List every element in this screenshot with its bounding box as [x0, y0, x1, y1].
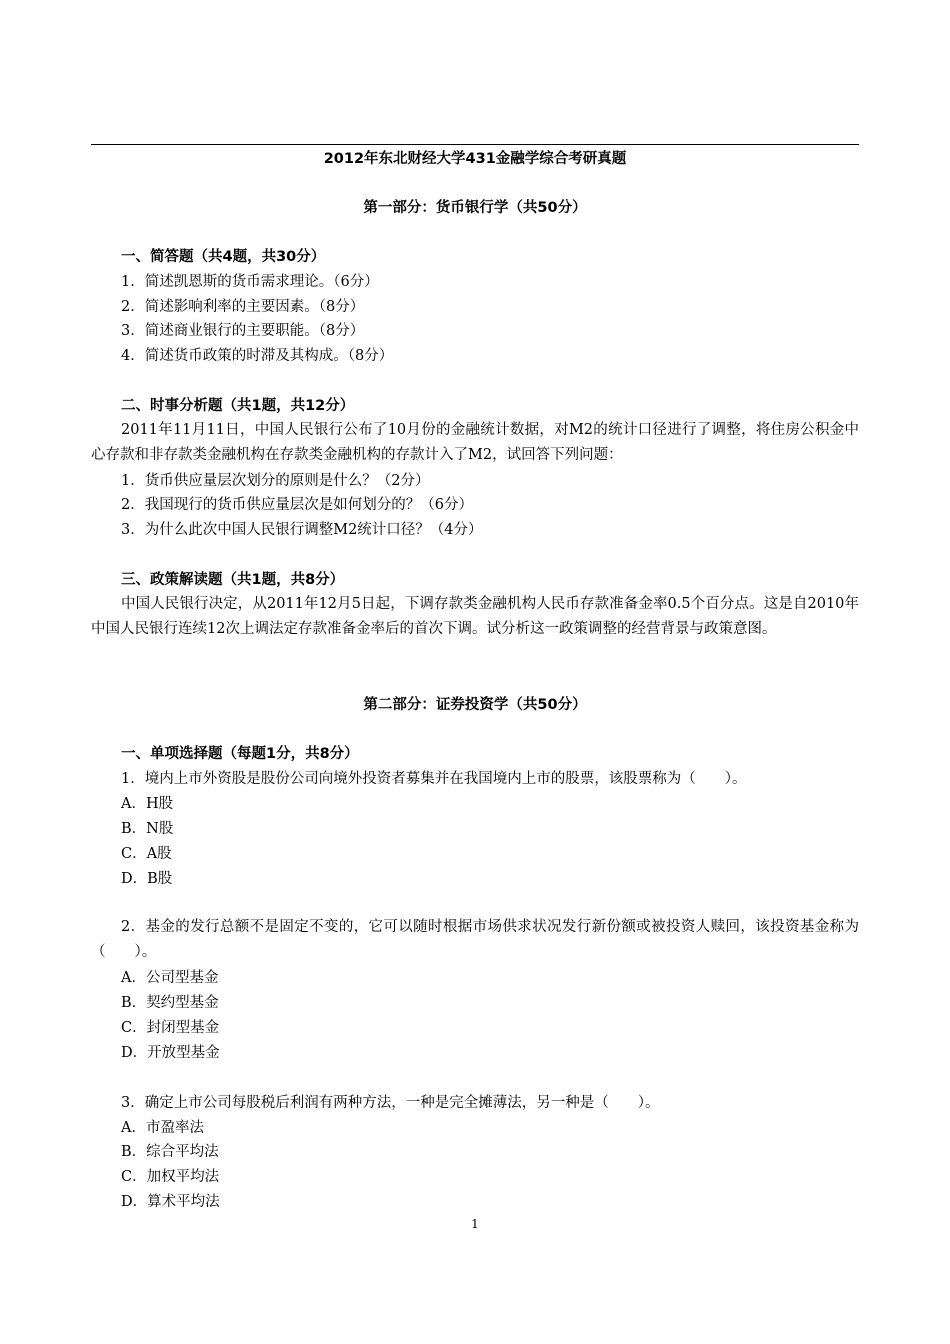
answer-option: A．公司型基金: [121, 970, 219, 986]
part1-section3-heading: 三、政策解读题（共1题，共8分）: [121, 572, 345, 588]
part1-section2-intro: 2011年11月11日，中国人民银行公布了10月份的金融统计数据，对M2的统计口径进行了调整，将住房公积金中心存款和非存款类金融机构在存款类金融机构的存款计入了M2，试回答下列问题：: [91, 422, 859, 463]
answer-option: C．A股: [121, 846, 172, 862]
answer-option: A．H股: [121, 796, 174, 812]
part1-section1-heading: 一、简答题（共4题，共30分）: [121, 249, 326, 265]
answer-option: C．封闭型基金: [121, 1020, 220, 1036]
part2-heading: 第二部分：证券投资学（共50分）: [363, 697, 587, 713]
question-item: 3．为什么此次中国人民银行调整M2统计口径？（4分）: [121, 522, 483, 538]
answer-option: B．N股: [121, 821, 174, 837]
part1-section2-heading: 二、时事分析题（共1题，共12分）: [121, 398, 355, 414]
question-item: 3．简述商业银行的主要职能。（8分）: [121, 323, 365, 339]
question-item: 1．货币供应量层次划分的原则是什么？（2分）: [121, 473, 430, 489]
question-item: 2．我国现行的货币供应量层次是如何划分的？（6分）: [121, 497, 473, 513]
part1-section3-text: 中国人民银行决定，从2011年12月5日起，下调存款类金融机构人民币存款准备金率0.5个百分点。这是自2010年中国人民银行连续12次上调法定存款准备金率后的首次下调。试分析这一政策调整的经营背景与政策意图。: [91, 596, 859, 637]
question-item: 2．简述影响利率的主要因素。（8分）: [121, 299, 365, 315]
answer-option: B．契约型基金: [121, 995, 219, 1011]
header-rule: [91, 144, 859, 145]
answer-option: B．综合平均法: [121, 1144, 219, 1160]
question-stem: 1．境内上市外资股是股份公司向境外投资者募集并在我国境内上市的股票，该股票称为（ ）。: [121, 771, 747, 787]
page-number: 1: [471, 1217, 479, 1231]
answer-option: D．算术平均法: [121, 1194, 220, 1210]
answer-option: D．B股: [121, 871, 173, 887]
question-item: 1．简述凯恩斯的货币需求理论。（6分）: [121, 274, 379, 290]
answer-option: D．开放型基金: [121, 1045, 220, 1061]
document-title: 2012年东北财经大学431金融学综合考研真题: [323, 151, 627, 167]
answer-option: A．市盈率法: [121, 1120, 204, 1136]
question-stem: 2．基金的发行总额不是固定不变的，它可以随时根据市场供求状况发行新份额或被投资人赎回，该投资基金称为（ ）。: [91, 919, 859, 960]
part2-section1-heading: 一、单项选择题（每题1分，共8分）: [121, 746, 359, 762]
question-item: 4．简述货币政策的时滞及其构成。（8分）: [121, 348, 394, 364]
answer-option: C．加权平均法: [121, 1169, 220, 1185]
question-stem: 3．确定上市公司每股税后利润有两种方法，一种是完全摊薄法，另一种是（ ）。: [121, 1095, 660, 1111]
part1-heading: 第一部分：货币银行学（共50分）: [363, 200, 587, 216]
